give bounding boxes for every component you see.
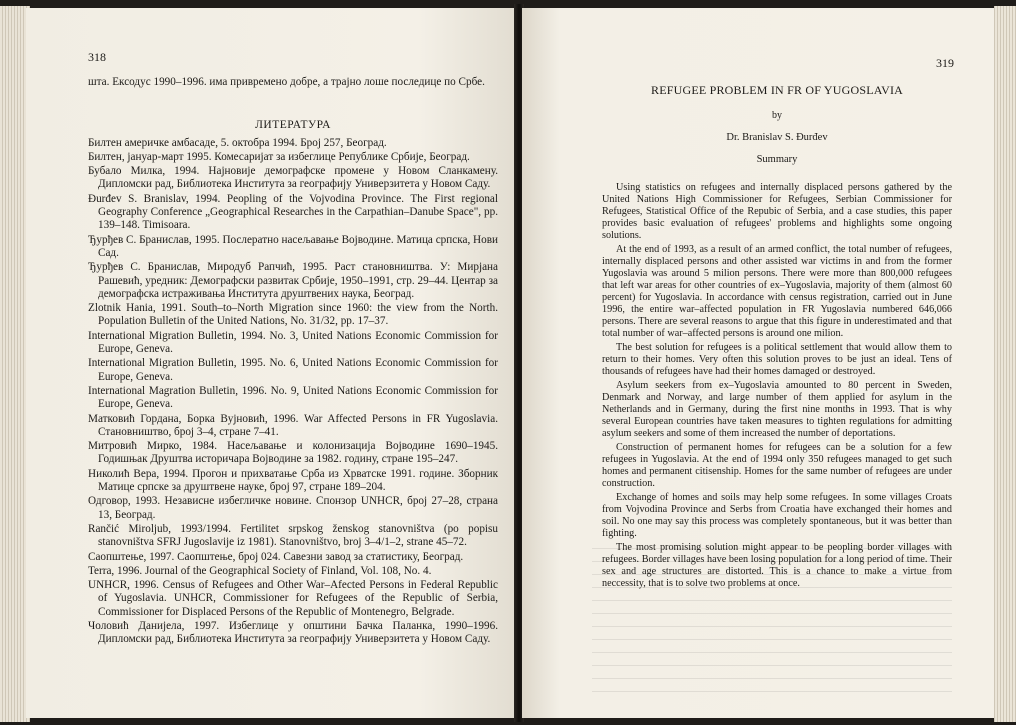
reference-item: Одговор, 1993. Независне избегличке новине. Спонзор UNHCR, број 27–28, страна 13, Београд. — [88, 495, 498, 521]
article-title: REFUGEE PROBLEM IN FR OF YUGOSLAVIA — [650, 83, 904, 97]
right-page — [522, 8, 994, 718]
reference-item: Саопштење, 1997. Саопштење, број 024. Савезни завод за статистику, Београд. — [88, 550, 464, 563]
reference-item: Николић Вера, 1994. Прогон и прихватање Срба из Хрватске 1991. године. Зборник Матице српске за друштвене науке, број 97, стране 189–204. — [88, 467, 498, 494]
reference-item: Terra, 1996. Journal of the Geographical Society of Finland, Vol. 108, No. 4. — [88, 564, 432, 577]
reference-item: Митровић Мирко, 1984. Насељавање и колонизација Војводине 1690–1945. Годишњак Друштва историчара Војводине за 1982. годину, стране 195–247. — [88, 440, 498, 466]
reference-item: Бубало Милка, 1994. Најновије демографске промене у Новом Сланкамену. Дипломски рад, Библиотека Института за географију Универзитета у Новом Саду. — [88, 165, 498, 191]
summary-paragraph: The most promising solution might appear to be peopling border villages with refugees. Border villages have been losing population for a long period of time. Their sex and age structures are distorted. This is a chance to make a virtue from neccessity, that is to solve two problems at once. — [602, 542, 952, 589]
reference-item: Zlotnik Hania, 1991. South–to–North Migration since 1960: the view from the North. Population Bulletin of the United Nations, No. 31/32, pp. 17–37. — [88, 302, 498, 328]
reference-item: International Migration Bulletin, 1995. No. 6, United Nations Economic Commission for Europe, Geneva. — [88, 357, 498, 383]
show-through-text — [592, 548, 952, 698]
page-number-right: 319 — [936, 56, 954, 70]
summary-body — [602, 182, 952, 590]
reference-item: Матковић Гордана, Борка Вујновић, 1996. War Affected Persons in FR Yugoslavia. Становништво, број 3–4, стране 7–41. — [88, 412, 498, 438]
reference-item: Đurđev S. Branislav, 1994. Peopling of the Vojvodina Province. The First regional Geography Conference „Geographical Researches in the Carpathian–Danube Space", pp. 139–148. Timisoara. — [88, 192, 498, 232]
summary-paragraph: Construction of permanent homes for refugees can be a solution for a few refugees in Yugoslavia. At the end of 1994 only 350 refugees managed to get such homes and permanent citisenship. Homes for the same number of refugees are under construction. — [602, 442, 952, 489]
right-page-text — [602, 84, 952, 592]
reference-item: Билтен америчке амбасаде, 5. октобра 1994. Број 257, Београд. — [88, 136, 387, 149]
left-page — [26, 8, 516, 718]
summary-paragraph: Exchange of homes and soils may help some refugees. In some villages Croats from Vojvodina Province and Serbs from Croatia have exchanged their homes and soil. No one may say this process was completely spontaneous, but it was better than fighting. — [602, 492, 952, 539]
reference-item: Билтен, јануар-март 1995. Комесаријат за избеглице Републике Србије, Београд. — [88, 150, 470, 163]
intro-text: шта. Ексодус 1990–1996. има привремено добре, а трајно лоше последице по Србе. — [88, 76, 485, 88]
author: Dr. Branislav S. Đurđev — [726, 132, 828, 143]
summary-paragraph: The best solution for refugees is a political settlement that would allow them to return to their homes. Very often this solution proves to be just an ideal. Tens of thousands of refugees have had their homes damaged or destroyed. — [602, 342, 952, 377]
page-edges-right — [994, 6, 1016, 722]
page-number-left: 318 — [88, 50, 106, 64]
reference-item: Ђурђев С. Бранислав, 1995. Послератно насељавање Војводине. Матица српска, Нови Сад. — [88, 233, 498, 259]
reference-item: Ђурђев С. Бранислав, Миродуб Рапчић, 1995. Раст становништва. У: Мирјана Рашевић, уредник: Демографски развитак Србије, 1950–1991, стр. 29–44. Центар за демографска истраживања Института друштвених наука, Београд. — [88, 261, 498, 300]
references-heading: ЛИТЕРАТУРА — [255, 119, 331, 132]
summary-paragraph: At the end of 1993, as a result of an armed conflict, the total number of refugees, internally displaced persons and other assisted war victims in and from the former Yugoslavia was around 5 milion persons. There were more than 800,000 refugees that left war areas for other countries of ex–Yugoslavia, majority of them (almost 60 percent) for Yugoslavia. In accordance with census registration, carried out in June 1996, the entire war–affected population in FR Yugoslavia numbered 646,066 persons. There are several reasons to argue that this figure in underestimated and that total number of war–affected persons is around one milion. — [602, 244, 952, 339]
summary-heading: Summary — [756, 154, 798, 165]
left-page-text — [88, 76, 498, 648]
reference-item: Rančić Miroljub, 1993/1994. Fertilitet srpskog ženskog stanovništva (po popisu stanovništva SFRJ Jugoslavije iz 1981). Stanovništvo, broj 3–4/1–2, strane 45–72. — [88, 522, 498, 549]
summary-paragraph: Asylum seekers from ex–Yugoslavia amounted to 80 percent in Sweden, Denmark and Norway, and large number of them applied for asylum in the Netherlands and in Germany, during the first nine months in 1993. That is why several European countries have taken measures to tighten regulations for admitting asylum seekers and some of them increased the number of deportations. — [602, 380, 952, 439]
summary-paragraph: Using statistics on refugees and internally displaced persons gathered by the United Nations High Commissioner for Refugees, Serbian Commissioner for Refugees, Statistical Office of the Repubic of Serbia, and a case studies, this paper provides basic evaluation of refugees' problems and highlights some ongoing solutions. — [602, 182, 952, 241]
reference-item: International Magration Bulletin, 1996. No. 9, United Nations Economic Commission for Europe, Geneva. — [88, 384, 498, 411]
reference-item: International Migration Bulletin, 1994. No. 3, United Nations Economic Commission for Europe, Geneva. — [88, 329, 498, 356]
reference-item: Чоловић Данијела, 1997. Избеглице у општини Бачка Паланка, 1990–1996. Дипломски рад, Библиотека Института за географију Универзитета у Новом Саду. — [88, 619, 498, 646]
by-line: by — [772, 110, 782, 121]
reference-item: UNHCR, 1996. Census of Refugees and Other War–Afected Persons in Federal Republic of Yugoslavia. UNHCR, Commissioner for Refugees of the Republic of Serbia, Commissioner for Displaced Persons of the Republic of Montenegro, Belgrade. — [88, 579, 498, 618]
